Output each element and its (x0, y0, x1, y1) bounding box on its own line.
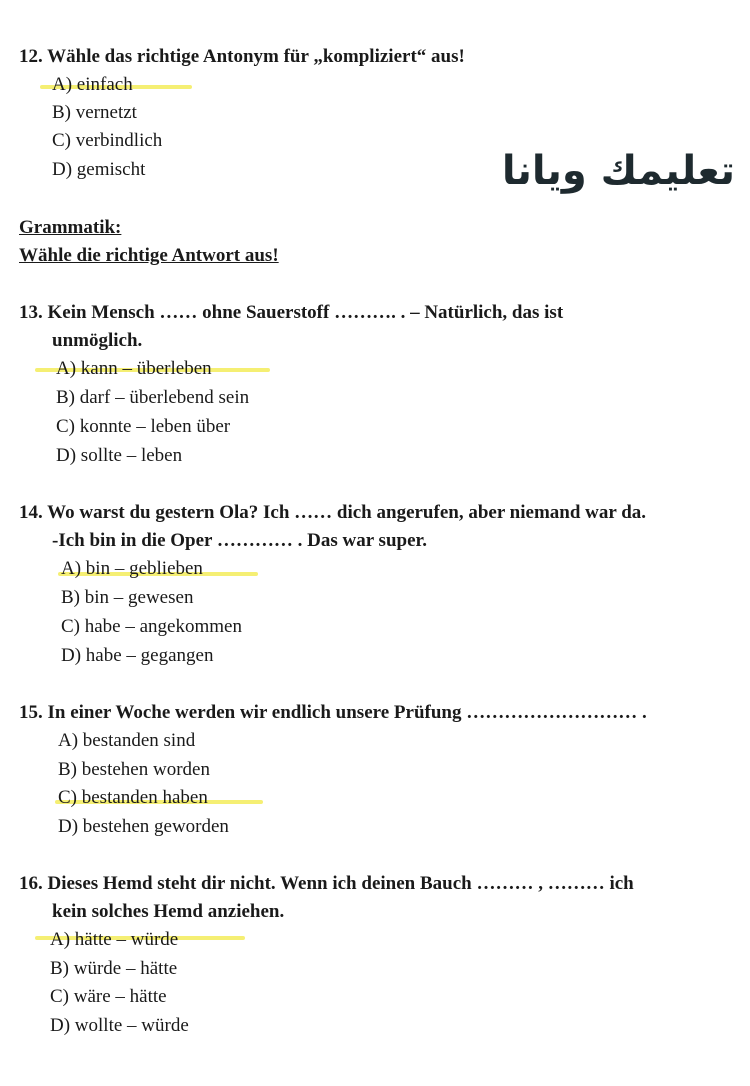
question-14-line1: 14. Wo warst du gestern Ola? Ich …… dich angerufen, aber niemand war da. (19, 502, 647, 523)
q16-option-a[interactable]: A) hätte – würde (50, 929, 179, 950)
q15-option-b[interactable]: B) bestehen worden (58, 759, 210, 780)
question-13-line2: unmöglich. (52, 330, 143, 351)
grammar-instruction: Wähle die richtige Antwort aus! (19, 245, 279, 266)
q13-option-c[interactable]: C) konnte – leben über (56, 416, 231, 437)
q16-option-b[interactable]: B) würde – hätte (50, 958, 178, 979)
q16-option-c[interactable]: C) wäre – hätte (50, 986, 167, 1007)
q16-option-d[interactable]: D) wollte – würde (50, 1015, 189, 1036)
q14-option-a[interactable]: A) bin – geblieben (61, 558, 203, 579)
question-12-title: 12. Wähle das richtige Antonym für „kompliziert“ aus! (19, 46, 465, 67)
q14-option-c[interactable]: C) habe – angekommen (61, 616, 242, 637)
q15-option-a[interactable]: A) bestanden sind (58, 730, 196, 751)
q15-option-d[interactable]: D) bestehen geworden (58, 816, 229, 837)
q13-option-d[interactable]: D) sollte – leben (56, 445, 183, 466)
grammar-heading: Grammatik: (19, 217, 122, 238)
q12-option-a[interactable]: A) einfach (52, 74, 133, 95)
question-13-line1: 13. Kein Mensch …… ohne Sauerstoff ………. . – Natürlich, das ist (19, 302, 564, 323)
arabic-watermark-text: تعليمك ويانا (501, 148, 735, 194)
q14-option-b[interactable]: B) bin – gewesen (61, 587, 194, 608)
question-15-line1: 15. In einer Woche werden wir endlich unsere Prüfung ……………………… . (19, 702, 647, 723)
question-16-line1: 16. Dieses Hemd steht dir nicht. Wenn ich deinen Bauch ……… , ……… ich (19, 873, 634, 894)
question-16-line2: kein solches Hemd anziehen. (52, 901, 285, 922)
q12-option-d[interactable]: D) gemischt (52, 159, 146, 180)
q14-option-d[interactable]: D) habe – gegangen (61, 645, 214, 666)
q12-option-c[interactable]: C) verbindlich (52, 130, 163, 151)
q15-option-c[interactable]: C) bestanden haben (58, 787, 208, 808)
q12-option-b[interactable]: B) vernetzt (52, 102, 137, 123)
question-14-line2: -Ich bin in die Oper ………… . Das war super. (52, 530, 427, 551)
q13-option-b[interactable]: B) darf – überlebend sein (56, 387, 250, 408)
q13-option-a[interactable]: A) kann – überleben (56, 358, 212, 379)
